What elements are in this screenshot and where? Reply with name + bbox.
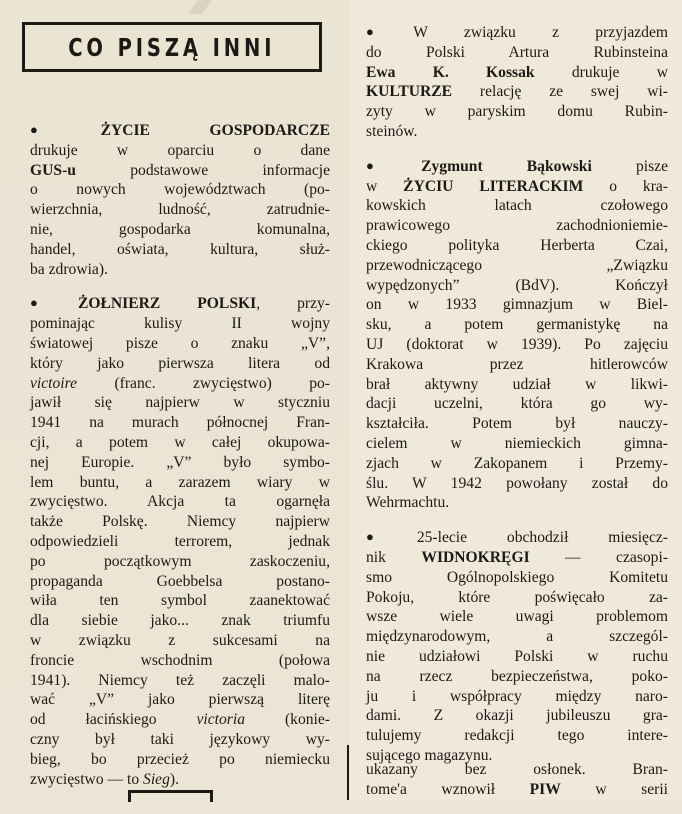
text-line-content: wierzchnia, ludność, zatrudnie- xyxy=(30,201,330,219)
text-line-content: nie, gospodarka komunalna, xyxy=(30,220,330,238)
text-line xyxy=(366,355,668,375)
text-line-content: kształciła. Potem był nauczy- xyxy=(366,415,668,433)
text-line xyxy=(366,394,668,414)
text-line xyxy=(30,572,330,592)
text-line xyxy=(366,588,668,608)
text-line-content: wsze wiele uwagi problemom xyxy=(366,608,668,626)
text-line-content: ŻOŁNIERZ POLSKI, przy- xyxy=(77,295,330,313)
article-widnokregi xyxy=(366,527,668,766)
text-line-content: smo Ogólnopolskiego Komitetu xyxy=(366,568,668,586)
text-line xyxy=(30,433,330,453)
text-line-content: ukazany bez osłonek. Bran- xyxy=(366,761,668,778)
text-line xyxy=(366,627,668,647)
text-line xyxy=(366,687,668,707)
text-line xyxy=(366,156,668,177)
text-line xyxy=(366,122,668,142)
bullet-icon: ● xyxy=(366,529,410,545)
text-line xyxy=(30,730,330,750)
text-line xyxy=(30,512,330,532)
text-line xyxy=(366,527,668,548)
text-line-content: dacji uczelni, która go wy- xyxy=(366,395,668,413)
text-line xyxy=(366,667,668,687)
text-line-content: ju i współpracy między naro- xyxy=(366,687,668,705)
text-line xyxy=(30,180,330,200)
text-line xyxy=(30,393,330,413)
text-line xyxy=(30,354,330,374)
text-line-content: jawił się najpierw w styczniu xyxy=(30,394,330,412)
text-line xyxy=(366,43,668,63)
text-line-content: zjach w Zakopanem i Przemy- xyxy=(366,454,668,472)
text-line-content: przewodniczącego „Związku xyxy=(366,256,668,274)
text-line xyxy=(366,607,668,627)
text-line-content: po początkowym zaskoczeniu, xyxy=(30,552,330,570)
text-line xyxy=(30,591,330,611)
text-line-content: drukuje w oparciu o dane xyxy=(30,141,330,159)
text-line-content: nie udziałowi Polski w ruchu xyxy=(366,647,668,665)
text-line-content: W związku z przyjazdem xyxy=(413,24,669,41)
text-line xyxy=(30,473,330,493)
text-line xyxy=(366,493,668,513)
text-line-content: steinów. xyxy=(366,122,418,140)
text-line xyxy=(30,611,330,631)
text-line-content: tome'a wznowił PIW w serii xyxy=(366,780,668,798)
text-line-content: propaganda Goebbelsa postano- xyxy=(30,572,330,590)
text-line xyxy=(366,335,668,355)
article-rubinstein xyxy=(366,22,668,142)
text-line xyxy=(30,631,330,651)
text-line xyxy=(366,256,668,276)
text-line-content: międzynarodowym, a szczegól- xyxy=(366,628,668,646)
text-line-content: o nowych województwach (po- xyxy=(30,181,330,199)
text-line-content: handel, oświata, kultura, służ- xyxy=(30,240,330,258)
text-line-content: od łacińskiego victoria (konie- xyxy=(30,711,330,729)
text-line-content: nik WIDNOKRĘGI — czasopi- xyxy=(366,548,669,566)
bullet-icon: ● xyxy=(366,157,415,173)
text-line xyxy=(30,374,330,394)
text-line xyxy=(30,453,330,473)
text-line-content: GUS-u podstawowe informacje xyxy=(30,161,330,179)
text-line-content: cji, a potem w całej okupowa- xyxy=(30,433,330,451)
text-line-content: zwycięstwo — to Sieg). xyxy=(30,770,179,788)
text-line-content: dla siebie jako... znak triumfu xyxy=(30,612,330,630)
text-line xyxy=(30,334,330,354)
text-line xyxy=(30,161,330,181)
text-line-content: on w 1933 gimnazjum w Biel- xyxy=(366,296,668,314)
article-bakowski xyxy=(366,156,668,513)
text-line-content: froncie wschodnim (połowa xyxy=(30,651,330,669)
text-line-content: odpowiedzieli terrorem, jednak xyxy=(30,532,330,550)
text-line-content: UJ (doktorat w 1939). Po zajęciu xyxy=(366,335,668,353)
text-line-content: 1941 na murach północnej Fran- xyxy=(30,414,330,432)
text-line-content: wypędzonych” (BdV). Kończył xyxy=(366,276,668,294)
text-line-content: nej Europie. „V” było symbo- xyxy=(30,453,330,471)
text-line xyxy=(30,532,330,552)
text-line-content: 1941). Niemcy też zaczęli malo- xyxy=(30,671,330,689)
article-zolnierz-polski xyxy=(30,293,330,789)
text-line-content: Wehrmachtu. xyxy=(366,494,450,512)
text-line xyxy=(30,710,330,730)
text-line xyxy=(366,236,668,256)
text-line-content: zwycięstwo. Akcja ta ogarnęła xyxy=(30,493,330,511)
text-line xyxy=(30,141,330,161)
bullet-icon: ● xyxy=(30,122,94,137)
text-line xyxy=(366,474,668,494)
text-line xyxy=(30,750,330,770)
text-line xyxy=(30,492,330,512)
text-line-content: światowej pisze o znaku „V”, xyxy=(30,334,330,352)
text-line-content: KULTURZE relację ze swej wi- xyxy=(366,83,668,101)
text-line xyxy=(366,102,668,122)
text-line xyxy=(366,196,668,216)
text-line xyxy=(30,770,330,790)
text-line-content: wiła ten symbol zaanektować xyxy=(30,592,330,610)
text-line-content: do Polski Artura Rubinsteina xyxy=(366,43,668,61)
text-line xyxy=(30,240,330,260)
text-line xyxy=(30,293,330,314)
text-line-content: ślu. W 1942 powołany został do xyxy=(366,474,668,492)
text-line-content: zyty w paryskim domu Rubin- xyxy=(366,103,668,121)
text-line-content: także Polskę. Niemcy najpierw xyxy=(30,513,330,531)
text-line xyxy=(30,220,330,240)
text-line-content: Krakowa przez hitlerowców xyxy=(366,355,668,373)
text-line xyxy=(30,690,330,710)
article-zycie-gospodarcze xyxy=(30,120,330,279)
section-masthead xyxy=(22,22,322,72)
text-line xyxy=(366,22,668,43)
bullet-icon: ● xyxy=(30,295,71,311)
text-line xyxy=(366,63,668,83)
text-line xyxy=(366,414,668,434)
text-line-content: sku, a potem germanistykę na xyxy=(366,316,668,334)
text-line-content: sującego magazynu. xyxy=(366,746,493,764)
text-line xyxy=(30,120,330,141)
text-line-content: 25-lecie obchodził miesięcz- xyxy=(416,529,668,547)
text-line xyxy=(366,177,668,197)
text-line xyxy=(366,375,668,395)
text-line-content: ŻYCIE GOSPODARCZE xyxy=(100,122,330,139)
text-line-content: w ŻYCIU LITERACKIM o kra- xyxy=(366,177,668,195)
text-line xyxy=(366,726,668,746)
continued-article xyxy=(366,760,668,814)
text-line-content: victoire (franc. zwycięstwo) po- xyxy=(30,374,330,392)
text-line xyxy=(366,315,668,335)
text-line xyxy=(366,647,668,667)
text-line xyxy=(366,216,668,236)
text-line xyxy=(366,760,668,780)
next-section-frame xyxy=(128,790,213,802)
left-column xyxy=(30,120,330,803)
text-line xyxy=(30,260,330,280)
text-line-content: ckiego polityka Herberta Czai, xyxy=(366,236,668,254)
text-line-content: Ewa K. Kossak drukuje w xyxy=(366,63,668,81)
text-line xyxy=(30,314,330,334)
text-line xyxy=(30,413,330,433)
text-line-content: w związku z sukcesami na xyxy=(30,631,330,649)
text-line-content: lem buntu, a zarazem wiary w xyxy=(30,473,330,491)
text-line-content: tulujemy redakcji tego intere- xyxy=(366,727,668,745)
text-line-content: wać „V” jako pierwszą literę xyxy=(30,691,330,709)
text-line xyxy=(366,454,668,474)
text-line xyxy=(366,276,668,296)
text-line-content: ba zdrowia). xyxy=(30,260,108,278)
text-line-content: pominając kulisy II wojny xyxy=(30,315,330,333)
text-line xyxy=(30,671,330,691)
text-line-content: kowskich latach czołowego xyxy=(366,197,668,215)
text-line-content: na rzecz bezpieczeństwa, poko- xyxy=(366,667,668,685)
text-line-content: brał aktywny udział w likwi- xyxy=(366,375,668,393)
text-line-content: dami. Z okazji jubileuszu gra- xyxy=(366,707,668,725)
column-divider xyxy=(347,745,349,800)
bullet-icon: ● xyxy=(366,24,407,39)
continued-article-text xyxy=(366,760,668,800)
right-column xyxy=(366,22,668,780)
text-line-content: cielem w niemieckich gimna- xyxy=(366,434,668,452)
section-title: CO PISZĄ INNI xyxy=(68,32,276,62)
text-line-content: który jako pierwsza litera od xyxy=(30,354,330,372)
text-line-content: prawicowego zachodnioniemie- xyxy=(366,217,668,235)
text-line xyxy=(30,552,330,572)
text-line xyxy=(366,568,668,588)
text-line xyxy=(30,200,330,220)
text-line-content: bieg, bo przecież po niemiecku xyxy=(30,750,330,768)
text-line xyxy=(366,548,668,568)
text-line-content: Pokoju, które poświęcało za- xyxy=(366,588,668,606)
text-line-content: Zygmunt Bąkowski pisze xyxy=(421,157,668,175)
text-line xyxy=(366,780,668,800)
text-line-content: czny był taki językowy wy- xyxy=(30,730,330,748)
text-line xyxy=(366,706,668,726)
text-line xyxy=(366,295,668,315)
text-line xyxy=(366,434,668,454)
text-line xyxy=(30,651,330,671)
text-line xyxy=(366,82,668,102)
